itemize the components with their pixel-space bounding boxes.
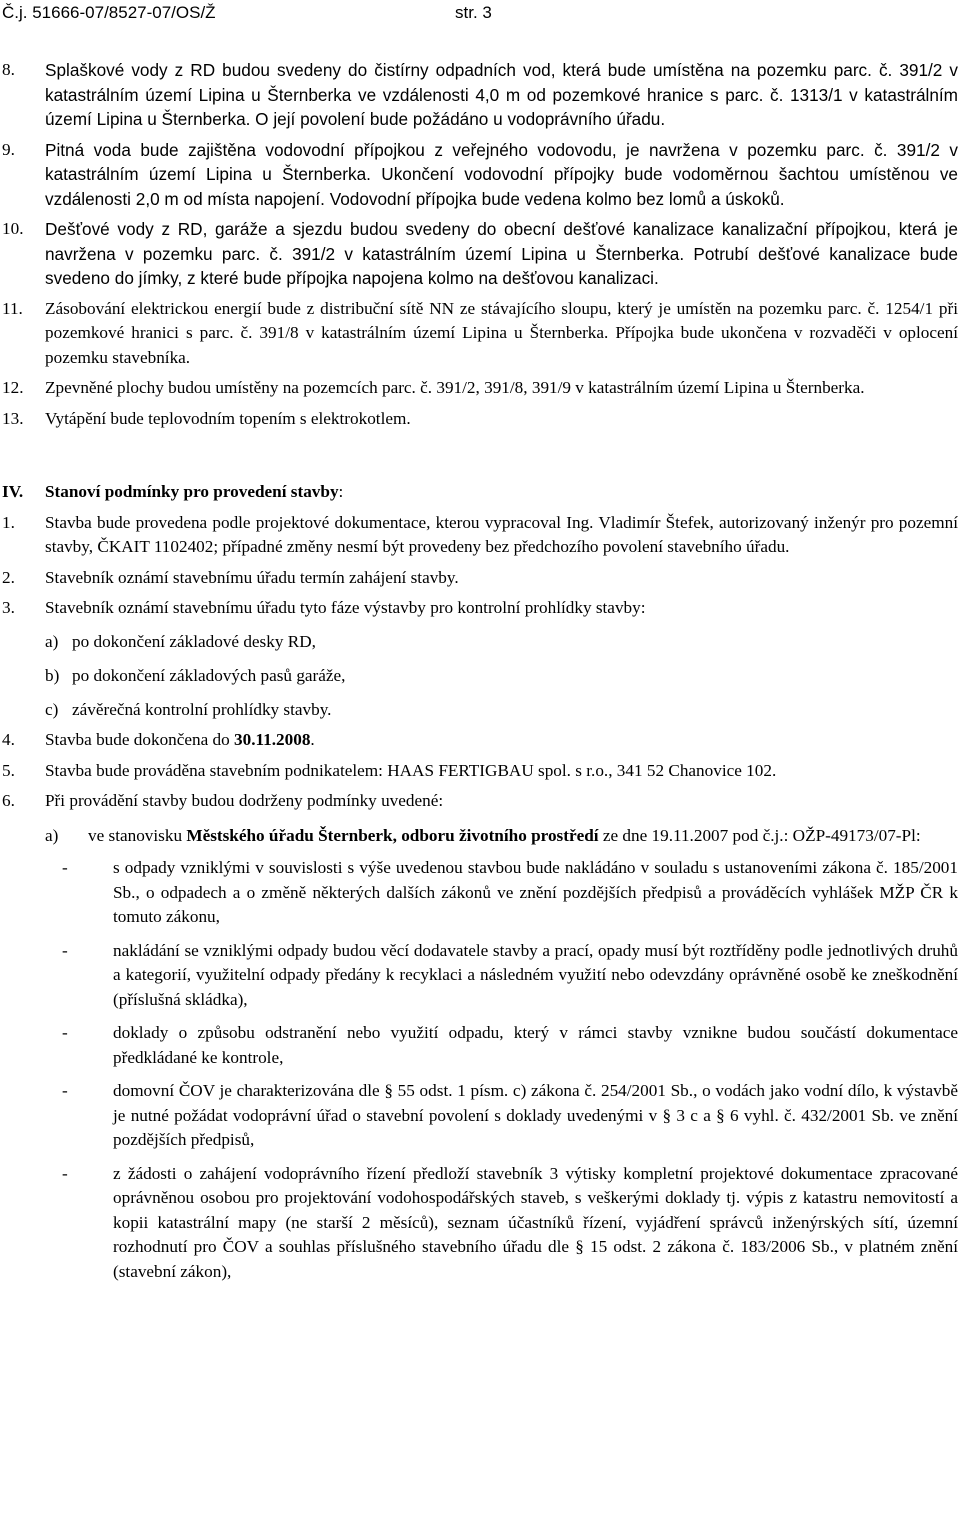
list-item: [2, 138, 958, 212]
condition-text: Stavebník oznámí stavebnímu úřadu termín zahájení stavby.: [45, 567, 459, 587]
opinion-authority: Městského úřadu Šternberk, odboru životního prostředí: [186, 825, 599, 845]
section-title-wrap: [45, 480, 343, 505]
section-number: IV.: [2, 482, 24, 501]
opinion-pre: ve stanovisku: [88, 825, 187, 845]
dash-item: [62, 1079, 958, 1153]
reference-number: Č.j. 51666-07/8527-07/OS/Ž: [2, 3, 216, 22]
dash-text: z žádosti o zahájení vodoprávního řízení předloží stavebník 3 výtisky kompletní projektové dokumentace zpracované oprávněnou osobou pro projektování vodohospodářských staveb, s veškerými doklady tj. výpis z katastru nemovitostí a kopii katastrální mapy (ne starší 2 měsíců), seznam účastníků řízení, vyjádření správců inženýrských sítí, územní rozhodnutí pro ČOV a souhlas příslušného stavebního úřadu dle § 15 odst. 2 zákona č. 183/2006 Sb., v platném znění (stavební zákon),: [113, 1163, 958, 1281]
document-body: [2, 58, 958, 1293]
phase-text: po dokončení základové desky RD,: [72, 631, 316, 651]
list-item: [2, 407, 958, 432]
dash-item: [62, 939, 958, 1013]
dash-text: s odpady vzniklými v souvislosti s výše uvedenou stavbou bude nakládáno v souladu s ustanoveními zákona č. 185/2001 Sb., o odpadech a o změně některých dalších zákonů ve znění pozdějších předpisů a prováděcích vyhlášek MŽP ČR k tomuto zákonu,: [113, 858, 958, 926]
condition-number: 2.: [2, 567, 15, 587]
dash-mark: -: [62, 1081, 68, 1100]
condition-text: Stavba bude provedena podle projektové dokumentace, kterou vypracoval Ing. Vladimír Štefek, autorizovaný inženýr pro pozemní stavby, ČKAIT 1102402; případné změny nesmí být provedeny bez předchozího povolení stavebního úřadu.: [45, 512, 958, 556]
list-item: [2, 217, 958, 291]
condition-item: [2, 566, 958, 591]
opinion-text: [88, 824, 958, 849]
dash-item: [62, 856, 958, 930]
item-number: 13.: [2, 408, 24, 428]
condition-item: [2, 511, 958, 560]
completion-date: 30.11.2008: [234, 730, 311, 749]
section-title: Stanoví podmínky pro provedení stavby: [45, 482, 339, 501]
phase-list: [2, 630, 958, 723]
item-text: Dešťové vody z RD, garáže a sjezdu budou svedeny do obecní dešťové kanalizace kanalizační přípojkou, která je navržena v pozemku parc. č. 391/2 v katastrálním území Lipina u Šternberka. Potrubí dešťové kanalizace bude svedeno do jímky, z které bude přípojka napojena kolmo na dešťovou kanalizaci.: [45, 219, 958, 288]
dash-mark: -: [62, 858, 68, 877]
dash-mark: -: [62, 1023, 68, 1042]
page-header: [2, 3, 542, 23]
section-title-colon: :: [338, 482, 344, 501]
list-item: [2, 58, 958, 132]
condition-number: 6.: [2, 791, 15, 810]
condition-item: [2, 759, 958, 784]
phase-letter: b): [45, 665, 60, 685]
completion-end: .: [310, 730, 315, 749]
condition-item: [2, 728, 958, 753]
item-number: 10.: [2, 219, 24, 238]
condition-text: [45, 728, 958, 753]
item-number: 8.: [2, 60, 15, 79]
condition-text: Stavba bude prováděna stavebním podnikatelem: HAAS FERTIGBAU spol. s r.o., 341 52 Chanovice 102.: [45, 760, 777, 780]
opinion-post: ze dne 19.11.2007 pod č.j.: OŽP-49173/07-Pl:: [598, 825, 921, 845]
phase-letter: c): [45, 699, 59, 719]
item-text: Vytápění bude teplovodním topením s elektrokotlem.: [45, 408, 411, 428]
phase-item: [45, 630, 958, 655]
condition-text: Při provádění stavby budou dodrženy podmínky uvedené:: [45, 791, 444, 810]
condition-number: 4.: [2, 730, 15, 749]
item-number: 11.: [2, 298, 23, 318]
condition-item: [2, 789, 958, 814]
condition-number: 1.: [2, 512, 15, 532]
list-item: [2, 297, 958, 371]
dash-mark: -: [62, 940, 68, 960]
phase-text: závěrečná kontrolní prohlídky stavby.: [72, 699, 332, 719]
dash-text: nakládání se vzniklými odpady budou věcí dodavatele stavby a prací, opady musí být roztříděny podle jednotlivých druhů a kategorií, využitelní odpady předány k recyklaci a následném využití nebo odevzdány oprávněné osobě ke zneškodnění (příslušná skládka),: [113, 940, 958, 1009]
phase-letter: a): [45, 631, 59, 651]
page-number: str. 3: [455, 3, 492, 22]
item-number: 9.: [2, 139, 15, 159]
item-text: Pitná voda bude zajištěna vodovodní přípojkou z veřejného vodovodu, je navržena v pozemku parc. č. 391/2 v katastrálním území Lipina u Šternberka. Ukončení vodovodní přípojky bude vodoměrnou šachtou umístěnou ve vzdálenosti 2,0 m od místa napojení. Vodovodní přípojka bude vedena kolmo bez lomů a úskoků.: [45, 139, 958, 209]
condition-number: 3.: [2, 598, 15, 617]
completion-text: Stavba bude dokončena do: [45, 730, 235, 749]
opinion-item: [45, 824, 958, 849]
phase-item: [45, 664, 958, 689]
dash-item: [62, 1021, 958, 1070]
dash-text: domovní ČOV je charakterizována dle § 55 odst. 1 písm. c) zákona č. 254/2001 Sb., o vodách jako vodní dílo, k výstavbě je nutné požádat vodoprávní úřad o stavební povolení s doklady uvedenými v § 3 c a § 6 vyhl. č. 432/2001 Sb. ve znění pozdějších předpisů,: [113, 1081, 958, 1149]
dash-item: [62, 1162, 958, 1285]
phase-item: [45, 698, 958, 723]
dash-text: doklady o způsobu odstranění nebo využití odpadu, který v rámci stavby vznikne budou součástí dokumentace předkládané ke kontrole,: [113, 1023, 958, 1067]
dash-mark: -: [62, 1163, 68, 1183]
condition-text: Stavebník oznámí stavebnímu úřadu tyto fáze výstavby pro kontrolní prohlídky stavby:: [45, 598, 646, 617]
condition-item: [2, 596, 958, 621]
item-number: 12.: [2, 378, 24, 397]
condition-number: 5.: [2, 760, 15, 780]
list-item: [2, 376, 958, 401]
item-text: Zpevněné plochy budou umístěny na pozemcích parc. č. 391/2, 391/8, 391/9 v katastrálním území Lipina u Šternberka.: [45, 378, 865, 397]
phase-text: po dokončení základových pasů garáže,: [72, 665, 346, 685]
opinion-letter: a): [45, 825, 59, 845]
section-heading: [2, 480, 958, 505]
item-text: Zásobování elektrickou energií bude z distribuční sítě NN ze stávajícího sloupu, který je umístěn na pozemku parc. č. 1254/1 při pozemkové hranici s parc. č. 391/8 v katastrálním území Lipina u Šternberka. Přípojka bude ukončena v rozvaděči v oplocení pozemku stavebníka.: [45, 298, 958, 367]
item-text: Splaškové vody z RD budou svedeny do čistírny odpadních vod, která bude umístěna na pozemku parc. č. 391/2 v katastrálním území Lipina u Šternberka ve vzdálenosti 4,0 m od pozemkové hranice s parc. č. 1313/1 v katastrálním území Lipina u Šternberka. O její povolení bude požádáno u vodoprávního úřadu.: [45, 60, 958, 129]
